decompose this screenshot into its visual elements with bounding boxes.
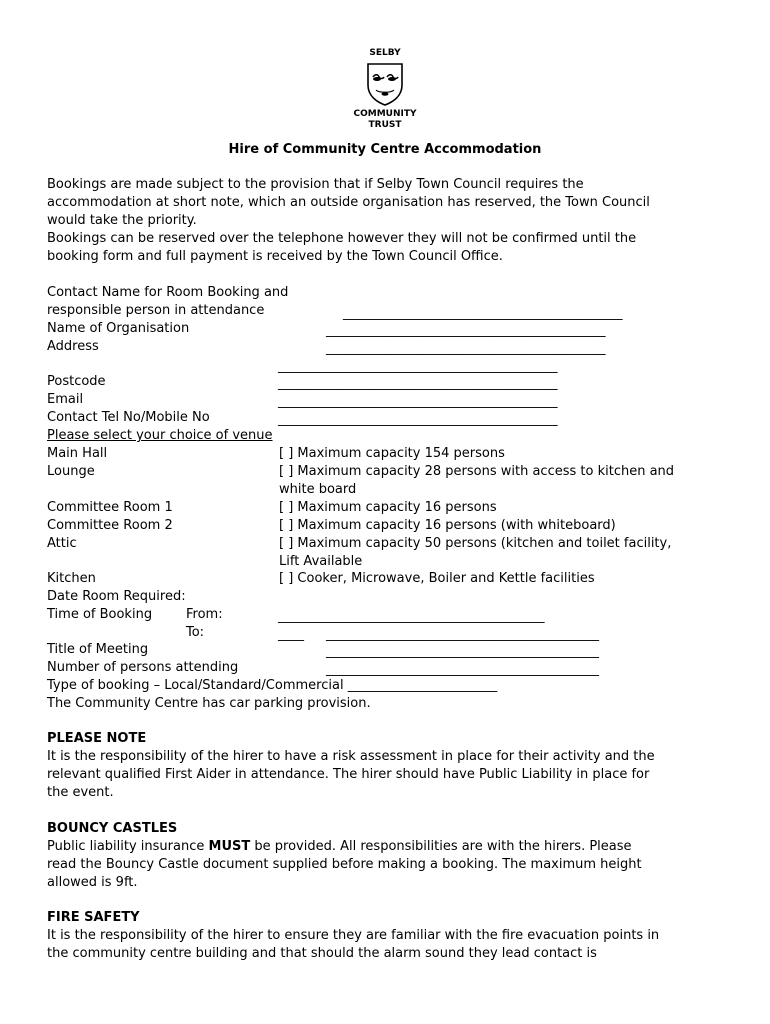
venue-heading: Please select your choice of venue (47, 428, 273, 443)
email-field[interactable]: ___________________________________________ (278, 394, 558, 409)
to-label: To: (186, 625, 205, 640)
postcode-field[interactable]: ___________________________________________ (278, 376, 558, 391)
fire-safety-heading: FIRE SAFETY (47, 910, 140, 925)
time-to-field[interactable]: __________________________________________ (326, 627, 599, 642)
selby-community-trust-logo (346, 48, 424, 131)
page-title: Hire of Community Centre Accommodation (228, 142, 542, 157)
time-to-short-field[interactable]: ____ (278, 627, 304, 642)
address-field-1[interactable]: ___________________________________________ (326, 341, 606, 356)
contact-name-field[interactable]: ___________________________________________ (343, 306, 623, 321)
venue-name: Lounge (47, 464, 95, 479)
venue-option-kitchen[interactable]: [ ] Cooker, Microwave, Boiler and Kettle facilities (279, 571, 595, 586)
booking-type-text: Type of booking – Local/Standard/Commercial (47, 678, 344, 693)
booking-type-field[interactable]: _______________________ (347, 678, 498, 693)
venue-name: Committee Room 2 (47, 518, 173, 533)
venue-option-lounge[interactable]: [ ] Maximum capacity 28 persons with access to kitchen and (279, 464, 675, 479)
venue-option-cont: Lift Available (279, 554, 363, 569)
organisation-field[interactable]: ___________________________________________ (326, 323, 606, 338)
venue-option-committee-room-1[interactable]: [ ] Maximum capacity 16 persons (279, 500, 497, 515)
tel-field[interactable]: ___________________________________________ (278, 412, 558, 427)
intro-line: Bookings can be reserved over the telephone however they will not be confirmed until the (47, 231, 637, 246)
swan-shield-icon (365, 61, 405, 107)
fire-safety-line: the community centre building and that should the alarm sound they lead contact is (47, 946, 597, 961)
please-note-line: the event. (47, 785, 114, 800)
bouncy-text-post: be provided. All responsibilities are with the hirers. Please (254, 839, 632, 854)
time-label: Time of Booking (47, 607, 153, 622)
venue-name: Main Hall (47, 446, 108, 461)
bouncy-text-pre: Public liability insurance (47, 839, 205, 854)
parking-note: The Community Centre has car parking provision. (47, 696, 371, 711)
logo-text-middle: COMMUNITY (353, 109, 417, 119)
venue-option-main-hall[interactable]: [ ] Maximum capacity 154 persons (279, 446, 505, 461)
venue-name: Kitchen (47, 571, 96, 586)
venue-name: Attic (47, 536, 77, 551)
date-label: Date Room Required: (47, 589, 186, 604)
venue-option-attic[interactable]: [ ] Maximum capacity 50 persons (kitchen and toilet facility, (279, 536, 672, 551)
bouncy-text-must: MUST (208, 839, 251, 854)
bouncy-castles-line (47, 838, 632, 855)
address-field-2[interactable]: ___________________________________________ (278, 359, 558, 374)
meeting-title-label: Title of Meeting (47, 642, 149, 657)
please-note-line: relevant qualified First Aider in attendance. The hirer should have Public Liability in place for (47, 767, 650, 782)
bouncy-castles-heading: BOUNCY CASTLES (47, 821, 178, 836)
logo-text-top: SELBY (369, 48, 401, 58)
postcode-label: Postcode (47, 374, 106, 389)
contact-name-label-cont: responsible person in attendance (47, 303, 265, 318)
please-note-line: It is the responsibility of the hirer to have a risk assessment in place for their activity and the (47, 749, 655, 764)
persons-label: Number of persons attending (47, 660, 239, 675)
fire-safety-line: It is the responsibility of the hirer to ensure they are familiar with the fire evacuation points in (47, 928, 660, 943)
intro-line: would take the priority. (47, 213, 197, 228)
email-label: Email (47, 392, 84, 407)
logo-text-bottom: TRUST (368, 120, 402, 130)
meeting-title-field[interactable]: __________________________________________ (326, 644, 599, 659)
venue-name: Committee Room 1 (47, 500, 173, 515)
intro-line: booking form and full payment is received by the Town Council Office. (47, 249, 503, 264)
intro-line: accommodation at short note, which an outside organisation has reserved, the Town Council (47, 195, 650, 210)
venue-option-committee-room-2[interactable]: [ ] Maximum capacity 16 persons (with whiteboard) (279, 518, 616, 533)
address-label: Address (47, 339, 99, 354)
tel-label: Contact Tel No/Mobile No (47, 410, 210, 425)
time-from-field[interactable]: _________________________________________ (278, 609, 545, 624)
contact-name-label: Contact Name for Room Booking and (47, 285, 289, 300)
intro-line: Bookings are made subject to the provision that if Selby Town Council requires the (47, 177, 584, 192)
booking-type-label (47, 677, 497, 694)
please-note-heading: PLEASE NOTE (47, 731, 147, 746)
persons-field[interactable]: __________________________________________ (326, 662, 599, 677)
bouncy-castles-line: allowed is 9ft. (47, 875, 138, 890)
venue-option-cont: white board (279, 482, 357, 497)
from-label: From: (186, 607, 223, 622)
organisation-label: Name of Organisation (47, 321, 190, 336)
bouncy-castles-line: read the Bouncy Castle document supplied before making a booking. The maximum height (47, 857, 642, 872)
